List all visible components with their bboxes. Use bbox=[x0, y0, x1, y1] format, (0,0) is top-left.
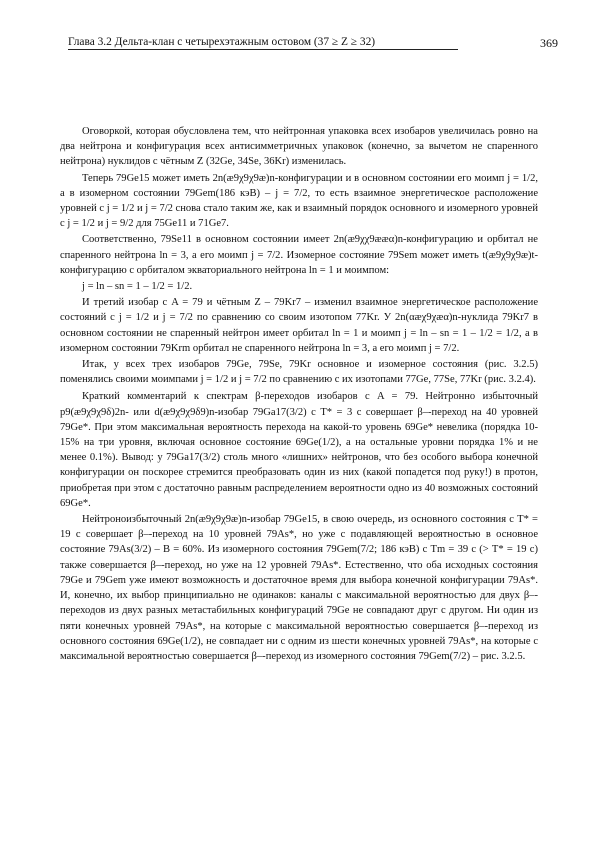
paragraph-beta-spectra: Краткий комментарий к спектрам β-переходов изобаров с A = 79. Нейтронно избыточный p9(æ9χ9χ9δ)2n- или d(æ9χ9χ9δ9)n-изобар 79Ga17(3/2) с T* = 3 с совершает β–-переход на 40 уровней 79Ge*. При этом максимальная вероятность перехода на какой-то уровень 69Ge* невелика (порядка 10-15% на три уровня, включая основное состояние 69Ge(1/2), а на остальные уровни порядка 1% и не менее 0.1%). Вывод: у 79Ga17(3/2) столь много «лишних» нейтронов, что без особого выбора конечной конфигурации он поскорее стремится преобразовать один из них (какой попадется под руку!) в протон, приобретая при этом с достаточно равным распределением вероятности одно из 40 возможных состояний 69Ge*. bbox=[60, 391, 538, 509]
paragraph-kr79: И третий изобар с A = 79 и чётным Z – 79Kr7 – изменил взаимное энергетическое расположение состояний с j = 1/2 и j = 7/2 по сравнению со своим изотопом 77Kr. У 2n(αæχ9χæα)n-нуклида 79Kr7 в основном состоянии не спаренный нейтрон имеет орбитал ln = 1 и моимп j = ln – sn = 1 – 1/2 = 1/2, а в изомерном состоянии 79Krm орбитал не спаренного нейтрона ln = 3, а его моимп j = 7/2. bbox=[60, 297, 538, 354]
paragraph-intro: Оговоркой, которая обусловлена тем, что нейтронная упаковка всех изобаров увеличилась ровно на два нейтрона и конфигурация всех антисимметричных упаковок (конечно, за вычетом не спаренного нейтрона) нуклидов с чётным Z (32Ge, 34Se, 36Kr) изменилась. bbox=[60, 126, 538, 168]
formula-line: j = ln – sn = 1 – 1/2 = 1/2. bbox=[82, 281, 193, 293]
body-text bbox=[60, 124, 538, 665]
paragraph-se79: Соответственно, 79Se11 в основном состоянии имеет 2n(æ9χχ9ææα)n-конфигурацию и орбитал не спаренного нейтрона ln = 3, а его моимп j = 7/2. Изомерное состояние 79Sem может иметь t(æ9χ9χ9æ)t-конфигурацию с орбиталом экваториального нейтрона ln = 1 и моимпом: bbox=[60, 234, 538, 276]
paragraph-neutron-rich: Нейтроноизбыточный 2n(æ9χ9χ9æ)n-изобар 79Ge15, в свою очередь, из основного состояния с T* = 19 с совершает β–-переход на 10 уровней 79As*, но уже с подавляющей вероятностью в основное состояние 79As(3/2) – B = 60%. Из изомерного состояния 79Gem(7/2; 186 кэВ) с Tm = 39 с (> T* = 19 с) также совершается β–-переход, но уже на 12 уровней 79As*. Естественно, что оба исходных состояния 79Ge и 79Gem уже имеют возможность и достаточное время для выбора конечной конфигурации 79As*. И, конечно, их выбор принципиально не одинаков: каналы с максимальной вероятностью для двух β–-переходов из двух разных метастабильных конфигураций 79Ge не совпадают друг с другом. Ни один из пяти конечных уровней 79As*, на которые с максимальной вероятностью совершается β–-переход из основного состояния 69Ge(1/2), не совпадает ни с одним из шести конечных уровней 79As*, на которые с максимальной вероятностью совершается β–-переход из изомерного состояния 79Gem(7/2) – рис. 3.2.5. bbox=[60, 514, 538, 662]
chapter-title: Глава 3.2 Дельта-клан с четырехэтажным остовом (37 ≥ Z ≥ 32) bbox=[68, 36, 458, 50]
paragraph-ge79: Теперь 79Ge15 может иметь 2n(æ9χ9χ9æ)n-конфигурации и в основном состоянии его моимп j = 1/2, а в изомерном состоянии 79Gem(186 кэВ) – j = 7/2, то есть взаимное энергетическое расположение уровней с j = 1/2 и j = 7/2 снова стало таким же, как и взаимный порядок основного и изомерного уровней с j = 1/2 и j = 9/2 для 75Ge11 и 71Ge7. bbox=[60, 172, 538, 230]
paragraph-summary: Итак, у всех трех изобаров 79Ge, 79Se, 79Kr основное и изомерное состояния (рис. 3.2.5) поменялись своими моимпами j = 1/2 и j = 7/2 по сравнению с их изотопами 77Ge, 77Se, 77Kr (рис. 3.2.4). bbox=[60, 359, 538, 386]
page-header bbox=[68, 36, 558, 56]
page-number: 369 bbox=[540, 36, 558, 50]
